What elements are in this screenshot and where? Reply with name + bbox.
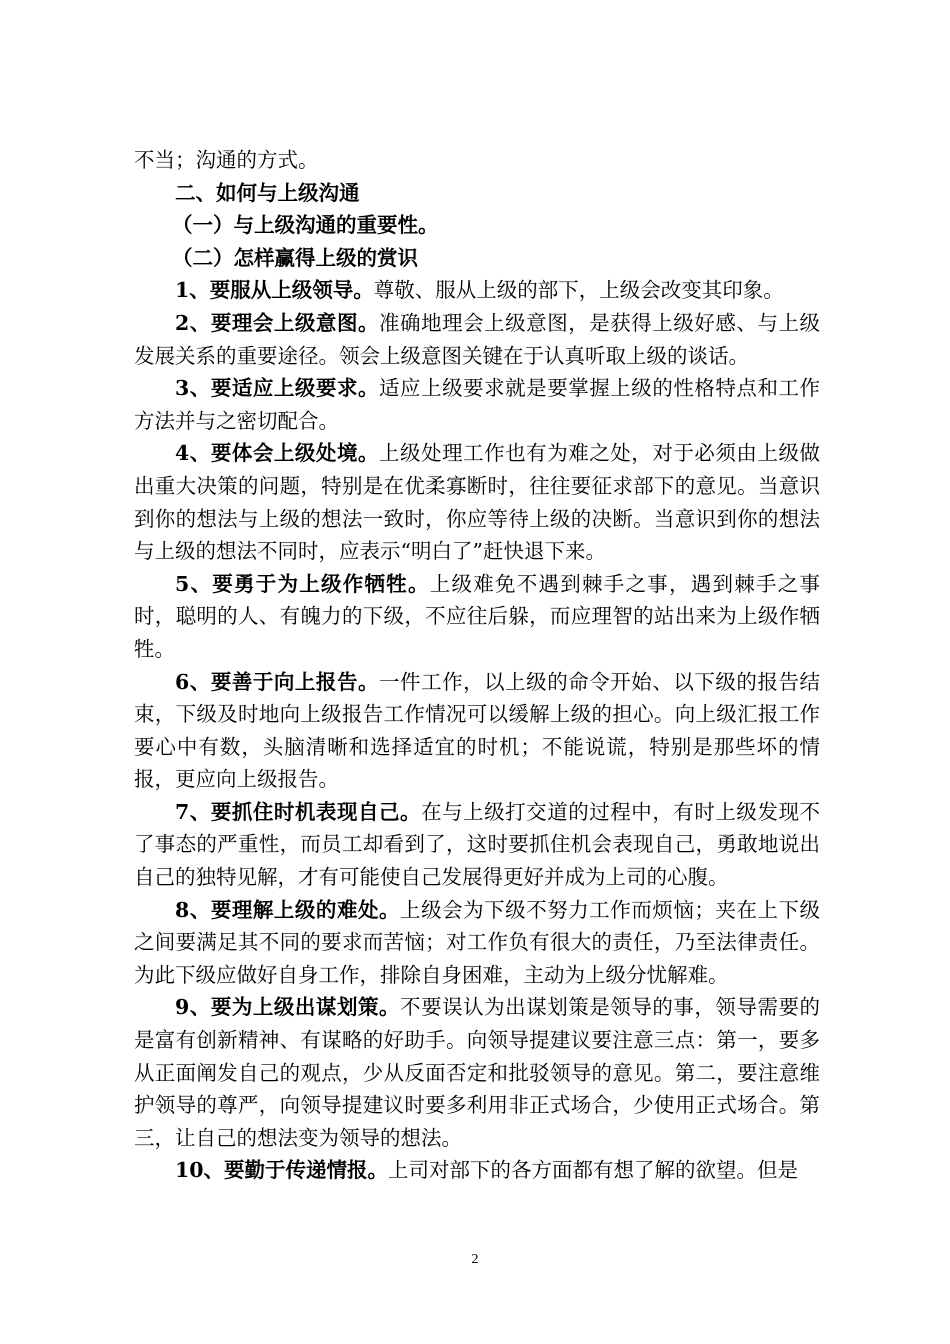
subheading-importance: （一）与上级沟通的重要性。 [172, 213, 439, 238]
list-item [134, 1154, 820, 1187]
item-title: 5、要勇于为上级作牺牲。 [175, 571, 430, 596]
subheading-how-to-win-appreciation: （二）怎样赢得上级的赏识 [172, 245, 418, 270]
item-title: 2、要理会上级意图。 [175, 310, 380, 335]
list-item [134, 437, 820, 567]
item-body: 不要误认为出谋划策是领导的事，领导需要的是富有创新精神、有谋略的好助手。向领导提建议要注意三点：第一，要多从正面阐发自己的观点，少从反面否定和批驳领导的意见。第二，要注意维护领导的尊严，向领导提建议时要多利用非正式场合，少使用正式场合。第三，让自己的想法变为领导的想法。 [134, 995, 821, 1150]
item-title: 3、要适应上级要求。 [175, 376, 380, 401]
item-body: 上级处理工作也有为难之处，对于必须由上级做出重大决策的问题，特别是在优柔寡断时，往往要征求部下的意见。当意识到你的想法与上级的想法一致时，你应等待上级的决断。当意识到你的想法与上级的想法不同时，应表示“明白了”赶快退下来。 [134, 441, 821, 564]
item-body: 尊敬、服从上级的部下，上级会改变其印象。 [373, 278, 784, 303]
item-title: 7、要抓住时机表现自己。 [175, 799, 422, 824]
item-body: 上司对部下的各方面都有想了解的欲望。但是 [388, 1158, 799, 1183]
item-body: 在与上级打交道的过程中，有时上级发现不了事态的严重性，而员工却看到了，这时要抓住机会表现自己，勇敢地说出自己的独特见解，才有可能使自己发展得更好并成为上司的心腹。 [134, 799, 821, 890]
item-title: 6、要善于向上报告。 [175, 669, 380, 694]
item-body: 上级会为下级不努力工作而烦恼；夹在上下级之间要满足其不同的要求而苦恼；对工作负有很大的责任，乃至法律责任。为此下级应做好自身工作，排除自身困难，主动为上级分忧解难。 [134, 897, 821, 987]
item-body: 适应上级要求就是要掌握上级的性格特点和工作方法并与之密切配合。 [134, 376, 821, 433]
section-heading: 二、如何与上级沟通 [175, 180, 360, 205]
item-body: 准确地理会上级意图，是获得上级好感、与上级发展关系的重要途径。领会上级意图关键在于认真听取上级的谈话。 [134, 310, 821, 368]
item-body: 一件工作，以上级的命令开始、以下级的报告结束，下级及时地向上级报告工作情况可以缓解上级的担心。向上级汇报工作要心中有数，头脑清晰和选择适宜的时机；不能说谎，特别是那些坏的情报，更应向上级报告。 [134, 669, 821, 792]
item-title: 8、要理解上级的难处。 [175, 897, 401, 922]
continuation-paragraph: 不当；沟通的方式。 [134, 148, 319, 172]
list-item [134, 307, 820, 372]
list-item [134, 372, 820, 437]
list-item [134, 666, 820, 796]
item-title: 1、要服从上级领导。 [175, 278, 374, 303]
list-item [134, 894, 820, 992]
page-number: 2 [471, 1252, 479, 1267]
list-item [134, 568, 820, 666]
item-title: 4、要体会上级处境。 [175, 441, 380, 466]
list-item [134, 274, 820, 307]
list-item [134, 796, 820, 894]
item-title: 10、要勤于传递情报。 [175, 1158, 389, 1183]
document-page [134, 144, 820, 1187]
item-title: 9、要为上级出谋划策。 [175, 995, 401, 1020]
item-body: 上级难免不遇到棘手之事，遇到棘手之事时，聪明的人、有魄力的下级，不应往后躲，而应理智的站出来为上级作牺牲。 [134, 571, 821, 661]
list-item [134, 991, 820, 1154]
